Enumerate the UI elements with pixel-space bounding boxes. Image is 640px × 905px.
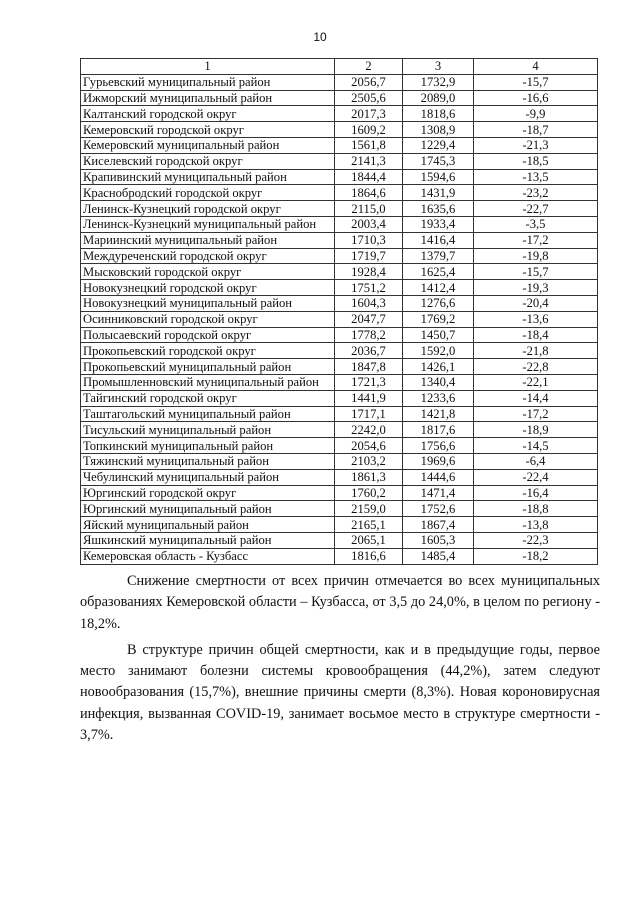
- value-col2-cell: 2047,7: [335, 311, 403, 327]
- change-cell: -22,1: [474, 374, 598, 390]
- value-col3-cell: 1340,4: [403, 374, 474, 390]
- change-cell: -16,6: [474, 90, 598, 106]
- change-cell: -14,5: [474, 438, 598, 454]
- value-col2-cell: 1609,2: [335, 122, 403, 138]
- table-row: [81, 406, 598, 422]
- change-cell: -15,7: [474, 264, 598, 280]
- table-row: [81, 137, 598, 153]
- table-row: [81, 311, 598, 327]
- municipality-cell: Чебулинский муниципальный район: [81, 469, 335, 485]
- municipality-cell: Ленинск-Кузнецкий муниципальный район: [81, 216, 335, 232]
- value-col3-cell: 1416,4: [403, 232, 474, 248]
- table-row: [81, 216, 598, 232]
- change-cell: -6,4: [474, 453, 598, 469]
- value-col2-cell: 2141,3: [335, 153, 403, 169]
- table-row: [81, 248, 598, 264]
- table-row: [81, 327, 598, 343]
- table-row: [81, 264, 598, 280]
- municipality-cell: Новокузнецкий городской округ: [81, 280, 335, 296]
- value-col2-cell: 1719,7: [335, 248, 403, 264]
- value-col3-cell: 1769,2: [403, 311, 474, 327]
- change-cell: -23,2: [474, 185, 598, 201]
- value-col3-cell: 1412,4: [403, 280, 474, 296]
- table-row: [81, 485, 598, 501]
- municipality-cell: Новокузнецкий муниципальный район: [81, 295, 335, 311]
- value-col2-cell: 1441,9: [335, 390, 403, 406]
- value-col3-cell: 1867,4: [403, 517, 474, 533]
- change-cell: -16,4: [474, 485, 598, 501]
- change-cell: -9,9: [474, 106, 598, 122]
- value-col3-cell: 1471,4: [403, 485, 474, 501]
- header-cell: 3: [403, 59, 474, 75]
- change-cell: -19,8: [474, 248, 598, 264]
- page-number: 10: [313, 30, 327, 44]
- value-col3-cell: 1933,4: [403, 216, 474, 232]
- header-cell: 2: [335, 59, 403, 75]
- table-row: [81, 232, 598, 248]
- change-cell: -18,9: [474, 422, 598, 438]
- table-row: [81, 74, 598, 90]
- value-col3-cell: 1818,6: [403, 106, 474, 122]
- table-row: [81, 122, 598, 138]
- change-cell: -18,2: [474, 548, 598, 564]
- value-col2-cell: 1928,4: [335, 264, 403, 280]
- value-col2-cell: 1751,2: [335, 280, 403, 296]
- value-col3-cell: 2089,0: [403, 90, 474, 106]
- value-col3-cell: 1233,6: [403, 390, 474, 406]
- table-row: [81, 106, 598, 122]
- value-col2-cell: 1778,2: [335, 327, 403, 343]
- value-col2-cell: 1561,8: [335, 137, 403, 153]
- municipality-cell: Тайгинский городской округ: [81, 390, 335, 406]
- municipality-cell: Юргинский городской округ: [81, 485, 335, 501]
- value-col2-cell: 1816,6: [335, 548, 403, 564]
- municipality-cell: Калтанский городской округ: [81, 106, 335, 122]
- municipality-cell: Гурьевский муниципальный район: [81, 74, 335, 90]
- body-text: [80, 571, 600, 751]
- municipality-cell: Мысковский городской округ: [81, 264, 335, 280]
- value-col2-cell: 1844,4: [335, 169, 403, 185]
- value-col2-cell: 2115,0: [335, 201, 403, 217]
- header-cell: 1: [81, 59, 335, 75]
- table-row: [81, 453, 598, 469]
- change-cell: -18,5: [474, 153, 598, 169]
- municipality-cell: Кемеровский городской округ: [81, 122, 335, 138]
- value-col2-cell: 1710,3: [335, 232, 403, 248]
- change-cell: -22,4: [474, 469, 598, 485]
- municipality-cell: Ленинск-Кузнецкий городской округ: [81, 201, 335, 217]
- change-cell: -17,2: [474, 232, 598, 248]
- table-row: [81, 548, 598, 564]
- municipality-cell: Тисульский муниципальный район: [81, 422, 335, 438]
- municipality-cell: Крапивинский муниципальный район: [81, 169, 335, 185]
- table-row: [81, 517, 598, 533]
- table-row: [81, 90, 598, 106]
- change-cell: -18,8: [474, 501, 598, 517]
- table-row: [81, 169, 598, 185]
- municipality-cell: Мариинский муниципальный район: [81, 232, 335, 248]
- change-cell: -17,2: [474, 406, 598, 422]
- value-col2-cell: 1717,1: [335, 406, 403, 422]
- municipality-cell: Прокопьевский муниципальный район: [81, 359, 335, 375]
- table-row: [81, 201, 598, 217]
- change-cell: -21,8: [474, 343, 598, 359]
- value-col2-cell: 1760,2: [335, 485, 403, 501]
- value-col3-cell: 1450,7: [403, 327, 474, 343]
- value-col3-cell: 1431,9: [403, 185, 474, 201]
- value-col3-cell: 1969,6: [403, 453, 474, 469]
- value-col2-cell: 2036,7: [335, 343, 403, 359]
- value-col2-cell: 2065,1: [335, 532, 403, 548]
- value-col2-cell: 1604,3: [335, 295, 403, 311]
- change-cell: -22,8: [474, 359, 598, 375]
- value-col3-cell: 1635,6: [403, 201, 474, 217]
- change-cell: -13,8: [474, 517, 598, 533]
- value-col3-cell: 1594,6: [403, 169, 474, 185]
- value-col2-cell: 2505,6: [335, 90, 403, 106]
- value-col3-cell: 1752,6: [403, 501, 474, 517]
- value-col3-cell: 1756,6: [403, 438, 474, 454]
- value-col3-cell: 1308,9: [403, 122, 474, 138]
- change-cell: -22,3: [474, 532, 598, 548]
- table-row: [81, 532, 598, 548]
- change-cell: -18,4: [474, 327, 598, 343]
- change-cell: -20,4: [474, 295, 598, 311]
- table-row: [81, 280, 598, 296]
- municipality-cell: Топкинский муниципальный район: [81, 438, 335, 454]
- value-col3-cell: 1625,4: [403, 264, 474, 280]
- municipality-cell: Прокопьевский городской округ: [81, 343, 335, 359]
- municipality-cell: Промышленновский муниципальный район: [81, 374, 335, 390]
- value-col2-cell: 1864,6: [335, 185, 403, 201]
- value-col2-cell: 2103,2: [335, 453, 403, 469]
- change-cell: -22,7: [474, 201, 598, 217]
- paragraph: Снижение смертности от всех причин отмечается во всех муниципальных образованиях Кемеровской области – Кузбасса, от 3,5 до 24,0%, в целом по региону - 18,2%.: [80, 573, 600, 632]
- change-cell: -18,7: [474, 122, 598, 138]
- value-col3-cell: 1444,6: [403, 469, 474, 485]
- municipality-cell: Таштагольский муниципальный район: [81, 406, 335, 422]
- change-cell: -19,3: [474, 280, 598, 296]
- value-col3-cell: 1421,8: [403, 406, 474, 422]
- value-col2-cell: 2003,4: [335, 216, 403, 232]
- change-cell: -13,5: [474, 169, 598, 185]
- municipality-cell: Ижморский муниципальный район: [81, 90, 335, 106]
- table-row: [81, 153, 598, 169]
- value-col2-cell: 2165,1: [335, 517, 403, 533]
- change-cell: -21,3: [474, 137, 598, 153]
- table-row: [81, 185, 598, 201]
- municipality-cell: Полысаевский городской округ: [81, 327, 335, 343]
- table-row: [81, 469, 598, 485]
- value-col2-cell: 2017,3: [335, 106, 403, 122]
- value-col3-cell: 1485,4: [403, 548, 474, 564]
- table-row: [81, 374, 598, 390]
- value-col2-cell: 2054,6: [335, 438, 403, 454]
- municipality-cell: Тяжинский муниципальный район: [81, 453, 335, 469]
- header-cell: 4: [474, 59, 598, 75]
- table-row: [81, 390, 598, 406]
- table-row: [81, 422, 598, 438]
- value-col3-cell: 1379,7: [403, 248, 474, 264]
- value-col3-cell: 1276,6: [403, 295, 474, 311]
- change-cell: -3,5: [474, 216, 598, 232]
- municipality-cell: Киселевский городской округ: [81, 153, 335, 169]
- municipality-cell: Осинниковский городской округ: [81, 311, 335, 327]
- municipality-cell: Кемеровская область - Кузбасс: [81, 548, 335, 564]
- value-col2-cell: 1861,3: [335, 469, 403, 485]
- municipality-cell: Юргинский муниципальный район: [81, 501, 335, 517]
- table-row: [81, 359, 598, 375]
- paragraph: В структуре причин общей смертности, как и в предыдущие годы, первое место занимают болезни системы кровообращения (44,2%), затем следуют новообразования (15,7%), внешние причины смерти (8,3%). Новая короновирусная инфекция, вызванная COVID-19, занимает восьмое место в структуре смертности - 3,7%.: [80, 641, 600, 744]
- municipality-cell: Междуреченский городской округ: [81, 248, 335, 264]
- value-col2-cell: 2242,0: [335, 422, 403, 438]
- value-col3-cell: 1229,4: [403, 137, 474, 153]
- value-col3-cell: 1426,1: [403, 359, 474, 375]
- municipality-cell: Яшкинский муниципальный район: [81, 532, 335, 548]
- value-col3-cell: 1605,3: [403, 532, 474, 548]
- municipality-cell: Краснобродский городской округ: [81, 185, 335, 201]
- table-header-row: [81, 59, 598, 75]
- value-col3-cell: 1732,9: [403, 74, 474, 90]
- change-cell: -15,7: [474, 74, 598, 90]
- municipality-cell: Яйский муниципальный район: [81, 517, 335, 533]
- table-row: [81, 438, 598, 454]
- value-col2-cell: 2056,7: [335, 74, 403, 90]
- value-col3-cell: 1817,6: [403, 422, 474, 438]
- municipality-cell: Кемеровский муниципальный район: [81, 137, 335, 153]
- value-col2-cell: 1847,8: [335, 359, 403, 375]
- table-row: [81, 501, 598, 517]
- table-row: [81, 295, 598, 311]
- value-col2-cell: 1721,3: [335, 374, 403, 390]
- change-cell: -13,6: [474, 311, 598, 327]
- value-col3-cell: 1745,3: [403, 153, 474, 169]
- mortality-table: [80, 58, 598, 565]
- value-col2-cell: 2159,0: [335, 501, 403, 517]
- value-col3-cell: 1592,0: [403, 343, 474, 359]
- table-row: [81, 343, 598, 359]
- change-cell: -14,4: [474, 390, 598, 406]
